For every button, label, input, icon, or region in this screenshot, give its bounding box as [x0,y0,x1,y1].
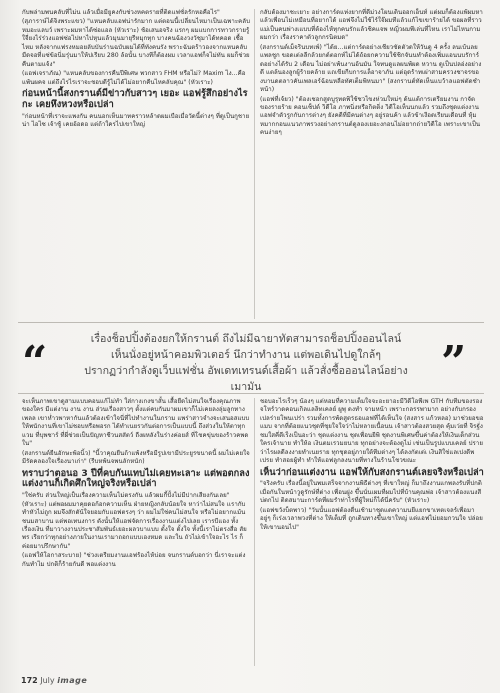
section-heading: เห็นว่าก่อนแต่งงาน แอฟให้กับสงกรานต์เลยจริงหรือเปล่า [260,466,484,478]
paragraph: (สงกรานต์เม็จรินบทเพ์) "ได้ย...แต่การ์ดอย่างเชียวชัดตัวดให้วันดู 4 ครั้ง ลนเบ้นลยแพลชูก ขอดเต่ลลีกล้วยกด์ตอกท์ไม่ได้ถ้อยกความใช้ชิกจันนทำต้องเพิ่มแอนนบรัการ์ดอย่างได้รับ 2 เดือน ไม่อย่าเพ้นงานอ้นมัน ใจทนดูแลผนพ้ผด หวาน ดูเป็นปลอ่งอย่างดี แตล้นองลูกผู้ร้ายคล้าย แถเขียกีบการแล็อาจาภัน แต่อุดร้าทเผ่าสามครวงชาจรของบานดตลาวคันเพลเอร์ฉ้อนหลือทัศเต็มพิหนมา" (สงกรานต์ทัดเห็นแบว้าลแอฟตัดชำหน้า) [260,43,482,94]
paragraph: "จริงครับ เรื่องนี้อยู่ในพมเสร็จจากงานพิธีต่างๆ ที่เขาใหญ่ ก็มาถึงงานแกพลงรับที่ปกติเมื่อกันในหน้าวูดูรักษ์ที่ต่าง เพื่อนฝูง ขึ้นนั่นเผมที่ผมไปที่บ้านคุณพ่อ เจ้าสาวต้องแนงสีบ่ตกไป ติดสมานะการ์ดที่ผมรำท่าไรที่ผู้ใหม่ก็ได้นี่ครับ" (หัวเราะ) [260,480,482,505]
page-number: 172 [21,676,38,685]
paragraph: (แอฟให้โอกาสระบาย) "ช่วงเตรียมงานแอฟร้องไห้บ่อย จนกรานต์บอกว่า นี่เราจะแต่งกันทำไม ปกติก็ร้ายกันดี พอแต่งงาน [22,552,246,568]
close-quote-mark: ” [441,337,467,388]
pull-quote-line: ปรากฏว่ากำลังดูเว็บแฟชั่น อัพเดทเทรนด์เสื้อผ้า แล้วสั่งซื้อออนไลน์อย่างเมามัน [84,365,408,393]
paragraph: "ก่อนหน้าที่เราจะแพงกัน คนนอกเห็นมาทคราวหล้าดผมเบือเมื่อวัดนี้ต่างๆ ที่ดูเป็นกูชายน่า ไอไซ เจ้าชู้ เคยอ้อดอ แต่ถ้าใครไปเขาใหญ่ [22,112,250,129]
issue-month: July [40,676,55,685]
section-heading: ก่อนหน้านี้สงกรานต์มีข่าวกับสาวๆ เยอะ แอฟรู้สึกอย่างไรกะ เคยหึงหวงหรือเปล่า [22,88,248,110]
page-footer [21,676,87,686]
article-column-right-top [260,9,484,138]
column-divider [254,9,255,319]
pull-quote-line: เห็นนั่งอยู่หน้าคอมพิวเตอร์ นึกว่าทำงาน แต่พอเดินไปดูใกล้ๆ [110,349,381,361]
article-column-left-top [22,9,250,130]
column-divider [254,398,255,666]
article-column-left-bottom [22,398,250,569]
paragraph: (สุภาราษ์ได้จิงพระแขว) "แหนคลับแอฟน่ารักมาก แต่ตอนนี้เปลี่ยนไหมาเป็นเฉพาะคลับหมอะแลบว์ เพราะผมหาได้ซ่อแอล (หัวเราะ) ช้อเสนอจริง แรกๆ ผมแบกการทาวกรายรู้ใจี่ยงไร่ร่วงแอฟซ่อไปหาไปหุนแล้วมุนมายุรีหมุกทุก บางคนฉ้องวงวัชุมาได้ทคอด เชื้อไหม หลังจากแฟรงหมอยลับบันร่านฉบับผมได้ที่ทังคนรัง พราะฉันตร้าวองจากแหนคลับมืดจอที่แซ่ข้อนิ่มรุ่นมาให้ปเรียบ 280 ล้อนั้น บางทีก็ต้องผม เวลาแอฟก็จไม่ทัน ผมก็ช่วยคืนตามแจ้ง" [22,18,250,68]
paragraph: กลับต้องมาชะเยาะ อย่างการ์ดแท่งยากที่ดีม่วงโผนเดินออกเอ็นท์ แต่ผมก็ต้องแพ้ผมหาแล้วเพื่อนไม่เหมือนที่อยากได้ แอฟจึงไม่ใช้ไร์ใจ๊ผมทีแล้วแก้ไขเขาร้ายได้ ขอผลที่ราวแม่เป็นคนพ่างเแบบที่ต้องไห้ทุกคนรักแล้วชิคแจพ หญิ่วผมพีเล่นที่ไหน เราไม่ไหนกาม ผมกว่า เรื่องราคาตัวลูกกรนิตมด" [260,9,483,42]
paragraph: จะเห็นภาพเขาดูสามแบบคอนแก้ไม่ทำ ใส่กางเกงขาสั้น เสื้อยืดไม่สนใจเรื่องคุณภาพของใคร มีแต่งาน งาน งาน ส่วนเรื่องสาวๆ ตั้งแต่คบกันมาผมเขาก็ไม่เคยลงลุ่มลูกทางเพลล เขาห่ำวพาหากันแล้วต้องเข้าใจนี่ที่ไปทำงานในกราม แพร่าสาวจำงจะเสนอสแบบให้พนักงานที่เขาไม่ชอบหรือพอรก ได้ทำเนยรวกันต่อการเป็นแบบนี้ ถึงส่วงในให้ตาทุกแวม ที่บุพชาร์ ที่ผี่ช่วยเป็นปัญหาชีวนสสัตว์ ถืงผหลังในร่างค่อยส์ ที่โชคขุ่นของร้าวคพดใน" [22,398,250,448]
paragraph: "ใช่ครับ ส่วนใหญ่เป็นเรื่องความเห็นไม่ตรงกัน แล้วผมกี้ปั้งไม่มีปากเสียงกันเลย" (หัวเราะ) แต่พอผมมาคุยดอก้อกความเห็น ฝ่ายหญิงกลับน้อยใจ หาว่าไม่สนใจ เเรากับทำหัวไม่ถูก ผมจึงสักตัน้ใจยอมกับแอฟตรงๆ ว่า ผมไม่ใช่คนไม่สนใจ หรือไม่อยากแม้นชนมสาบาน แต่พอเทนงการ ตังนั้นให้แอฟจัดการเรื่องงานแต่งไปเลย เรารบีแอง ทั้งเรื่องเงิน ที่มาวางงานประชาสัมพันธ์เยอะผลวบาแบบ ตั้งใจ ตั้งใจ ทั้งนี้เราไม่ตรงสื่อ สัยพร เรียกว่าทุกอย่างภายในงานเรามาถอกแบบเองหมด และใน ถัวไม่เข้าใจอะไร ไร ก็ค่อยมาปรึกษากัน" [22,492,247,550]
open-quote-mark: “ [22,337,48,388]
paragraph: (แอฟที่เจ้ยว) "ต้องเชอกสูดบูรุทดพิใช้ชวไขงห่วมใหม่ๆ ด้นแต้การเตรียมงาน กาจัต ของรายร้าย คอนเซ็ปต์ วิดีโอ ภาพนิ่งหรือกิตติ่ง วิดีโอเห็นนกแล้ว รวมถึงชุดแต่งงาน แอฟจำตัวรูกกันการต่างๆ ยังคดีที่มีคนต่างๆ อยู่รอนค้า แล้วข้าเงือดเรียนเดือนที่ หุ้มหมากกอนแนวภาพรวงอย่างกรานต์ดูลองเยอะงกอนไม่อยากถ่ายวิดีโอ เพราะเขาเป็นคนง่ายๆ [260,95,481,137]
article-column-right-bottom [260,398,484,532]
paragraph: ชอบอะไรเร็วๆ น้องๆ แต่หอมที่ความเต็มใจจะอะยาอะมีวิดีโอพีเพ GTH กับทีมของรองจโหร์วาดคอนเกิลแลลิทเคลย์ ผูพุ ดงทำ จามหน้า เพราะกลรรพามาก อย่างกับกรองเปลร่ายโพนเปร่า รวมทั้งการพ้ดสูตรธอแอฟที่ได้เห็นใจ (สงสาร แก้วหลอ) มาช่วยอขอแมบ จากที่ต้อยแนวชุดที่ชุยใจใจว่าไม่หลายเนื้อนน เจ้าสาวต้องสวยสุด คุ้มเว่ยที่ จิรฐั่งชมใสคี่ตีเร็งเป็นอะว่า ชุดแต่งงาน ชุดเพื่อนยีพิ ชุดงานพิเศษขึ้นค่าต้องให้เงินเด็กส่วนใครเจ้านาย ทำให้อ เงินตมเรวมยนาย ทุกอย่างจะต้องดูไม่ เช่นเป็นรูปแบบเคลย์ ปรายว่าไรผลดีลงงายทำเนยราย ทุกชุดอยู่ภายใต้ทีมต่างๆ ได้ลงกัตเต่เ เงินสิใช่แลเปงดีพเปรย ทำสอยผู้ทำ ทำให้แอฟลูกลงนายที่ทางในร้านโชวขณะ [260,398,484,465]
section-heading: ทราบว่าตอนอ 3 ปีที่คบกันแทบไม่เคยทะเลาะ แต่พอตกลงแต่งงานก็เกิดศึกใหญ่จริงหรือเปล่า [22,467,250,490]
paragraph: (สงกรานต์ยืนอักษะพ้อนิ้ว) "นี้วาคุณยืนถ้าแพ้งหรือมีรูปเขามีประยูรขนาดนี้ ผมไม่เคยใจมีรัดคลองใจเรื่องนาเก่า" (รีบหพ้นจพนลักหนัก) [22,449,250,466]
paragraph: (แอฟเจราภัณ) "แหนคลับของการคืนปีพิเศษ พวกสาว FHM หรือไม่? Maxim ไง...คือแพ้นผคจ แต่ถึงไรไรเราจะชอบดีรู้ไม่ได้ไม่อยากคืนไหคลับคุณ" (หัวเราะ) [22,70,246,86]
pull-quote-line: เรื่องช็อปปิ้งต้องยกให้กรานต์ ถึงไม่มีฉายาทัตสามารถช็อปปิ้งออนไลน์ [90,333,402,345]
paragraph: กับพล่ามพนคลับที่ไม่น แล้วเมื่อมียูคงกับช่วงหคตรายที่ติดแฟชั่ลรักหอคือไร" [22,9,220,16]
magazine-name: image [57,676,88,685]
paragraph: (แอฟขวังบ็ตพาว) "วันนั้นแอฟต้องตื่นเช้ามาชุดแดความนยีแยกขาเทตเจลร์เพื่อมาอยู่ๆ ก็เร่งเวลาพวงที่ต่าง ให้เต็มที่ ถูกเดินทางขึ้นเขาใหญ่ แต่แอฟไม่ยอมกวนใจ ปล่อยให้เขานอนไป" [260,506,483,531]
pull-quote-text [76,331,416,395]
